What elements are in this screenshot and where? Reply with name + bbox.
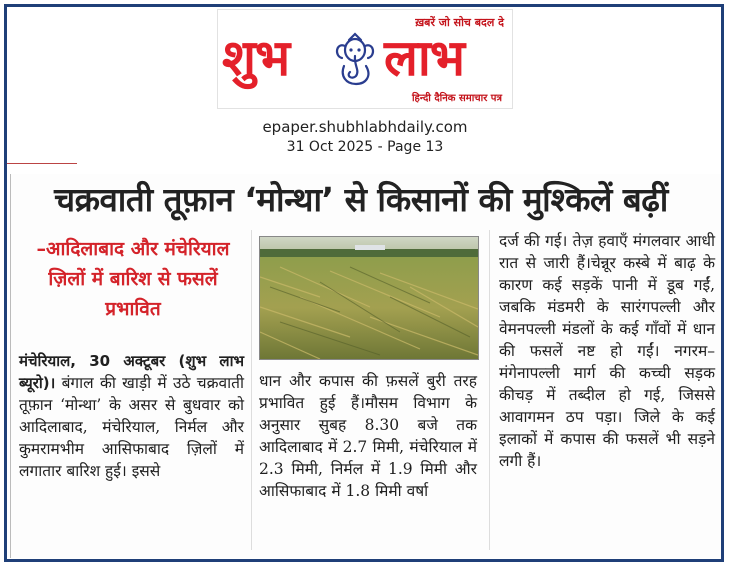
article-dateline: मंचेरियाल, 30 अक्टूबर (शुभ लाभ ब्यूरो)। [19,352,244,392]
ganesha-emblem-icon [330,32,380,88]
masthead-tagline: ख़बरें जो सोच बदल दे [415,16,504,29]
news-clipping [10,174,721,558]
article-headline: चक्रवाती तूफ़ान ‘मोन्था’ से किसानों की मुश्किलें बढ़ीं [54,180,668,219]
epaper-url: epaper.shubhlabhdaily.com [262,118,468,136]
article-column-2: धान और कपास की फ़सलें बुरी तरह प्रभावित हुई हैं।मौसम विभाग के अनुसार सुबह 8.30 बजे तक आदिलाबाद में 2.7 मिमी, मंचेरियाल में 2.3 मिमी, निर्मल में 1.9 मिमी और आसिफाबाद में 1.8 मिमी वर्षा [259,372,477,500]
article-column-1 [19,350,244,482]
masthead-name-right: लाभ [384,29,464,87]
article-subhead: –आदिलाबाद और मंचेरियाल ज़िलों में बारिश से फसलें प्रभावित [36,238,230,320]
masthead-name-left: शुभ [222,29,290,87]
column-1-body: बंगाल की खाड़ी में उठे चक्रवाती तूफ़ान ‘मोन्था’ के असर से बुधवार को आदिलाबाद, मंचेरियाल, निर्मल और कुमरामभीम आसिफाबाद ज़िलों में लगातार बारिश हुई। इससे [19,374,244,480]
masthead-subtagline: हिन्दी दैनिक समाचार पत्र [411,93,502,104]
article-column-3: दर्ज की गई। तेज़ हवाएँ मंगलवार आधी रात से जारी हैं।चेन्नूर कस्बे में बाढ़ के कारण कई सड़कें पानी में डूब गईं, जबकि मंडमरी के सारंगपल्ली और वेमनपल्ली मंडलों के कई गाँवों में धान की फसलें नष्ट हो गईं। नगरम–मंगेनापल्ली मार्ग की कच्ची सड़क कीचड़ में तब्दील हो गई, जिससे आवागमन ठप पड़ा। जिले के कई इलाकों में कपास की फसलें भी सड़ने लगी हैं। [499,232,715,470]
column-divider [251,230,252,550]
edition-date-page: 31 Oct 2025 - Page 13 [286,139,444,155]
crop-field-photo [259,236,479,360]
masthead [217,9,513,109]
column-divider [489,230,490,550]
divider [7,163,77,164]
